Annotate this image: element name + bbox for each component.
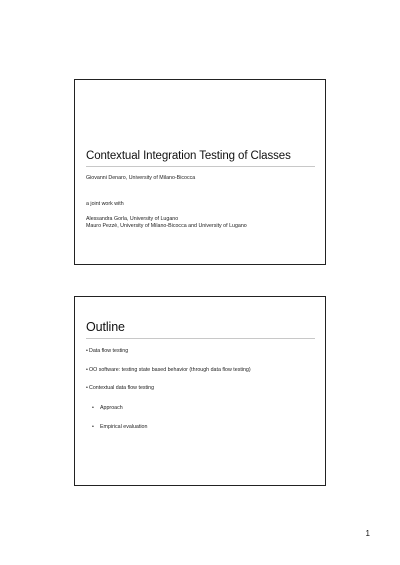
bullet-text: Empirical evaluation (100, 424, 148, 430)
outline-sub-bullet (92, 424, 147, 431)
bullet-icon: • (92, 405, 94, 411)
title-slide (74, 79, 326, 265)
bullet-text: OO software: testing state based behavior (through data flow testing) (89, 367, 251, 373)
collaborator-line: Alessandra Gorla, University of Lugano (86, 216, 179, 222)
title-divider (86, 338, 315, 339)
title-divider (86, 166, 315, 167)
bullet-text: Data flow testing (89, 348, 129, 354)
bullet-icon: • (86, 348, 88, 354)
bullet-icon: • (86, 385, 88, 391)
joint-work-line: a joint work with (86, 201, 124, 207)
author-line: Giovanni Denaro, University of Milano-Bicocca (86, 175, 196, 181)
outline-slide (74, 296, 326, 486)
outline-bullet (86, 367, 251, 374)
bullet-text: Contextual data flow testing (89, 385, 155, 391)
outline-bullet (86, 385, 154, 392)
outline-sub-bullet (92, 405, 123, 412)
collaborator-line: Mauro Pezzè, University of Milano-Bicocca and University of Lugano (86, 223, 247, 229)
bullet-text: Approach (100, 405, 123, 411)
bullet-icon: • (92, 424, 94, 430)
outline-bullet (86, 348, 128, 355)
page-number: 1 (365, 529, 370, 538)
bullet-icon: • (86, 367, 88, 373)
slide-title: Outline (86, 320, 125, 334)
slide-title: Contextual Integration Testing of Classes (86, 150, 291, 162)
